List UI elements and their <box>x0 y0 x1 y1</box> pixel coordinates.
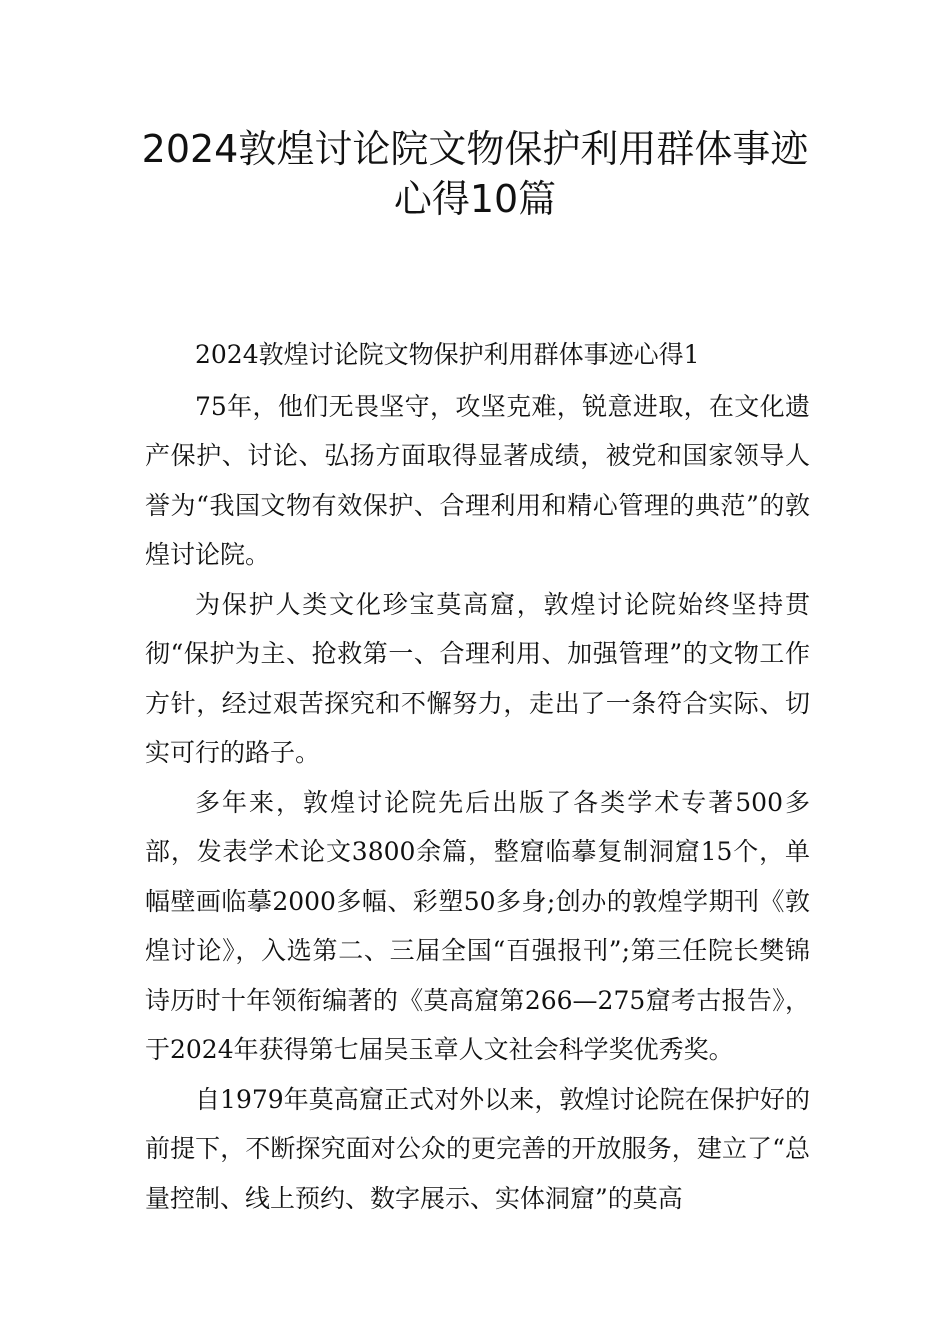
document-body <box>145 330 810 1223</box>
paragraph-1: 75年，他们无畏坚守，攻坚克难，锐意进取，在文化遗产保护、讨论、弘扬方面取得显著成绩，被党和国家领导人誉为“我国文物有效保护、合理利用和精心管理的典范”的敦煌讨论院。 <box>145 391 810 569</box>
paragraph-4: 自1979年莫高窟正式对外以来，敦煌讨论院在保护好的前提下，不断探究面对公众的更完善的开放服务，建立了“总量控制、线上预约、数字展示、实体洞窟”的莫高 <box>145 1084 810 1213</box>
section-subheading: 2024敦煌讨论院文物保护利用群体事迹心得1 <box>195 340 700 369</box>
title-line-2: 心得10篇 <box>393 177 557 221</box>
paragraph-2: 为保护人类文化珍宝莫高窟，敦煌讨论院始终坚持贯彻“保护为主、抢救第一、合理利用、加强管理”的文物工作方针，经过艰苦探究和不懈努力，走出了一条符合实际、切实可行的路子。 <box>145 589 810 767</box>
title-line-1: 2024敦煌讨论院文物保护利用群体事迹 <box>141 127 809 171</box>
paragraph-3: 多年来，敦煌讨论院先后出版了各类学术专著500多部，发表学术论文3800余篇，整窟临摹复制洞窟15个，单幅壁画临摹2000多幅、彩塑50多身;创办的敦煌学期刊《敦煌讨论》，入选第二、三届全国“百强报刊”;第三任院长樊锦诗历时十年领衔编著的《莫高窟第266—275窟考古报告》，于2024年获得第七届吴玉章人文社会科学奖优秀奖。 <box>145 787 810 1064</box>
document-title <box>100 124 850 224</box>
